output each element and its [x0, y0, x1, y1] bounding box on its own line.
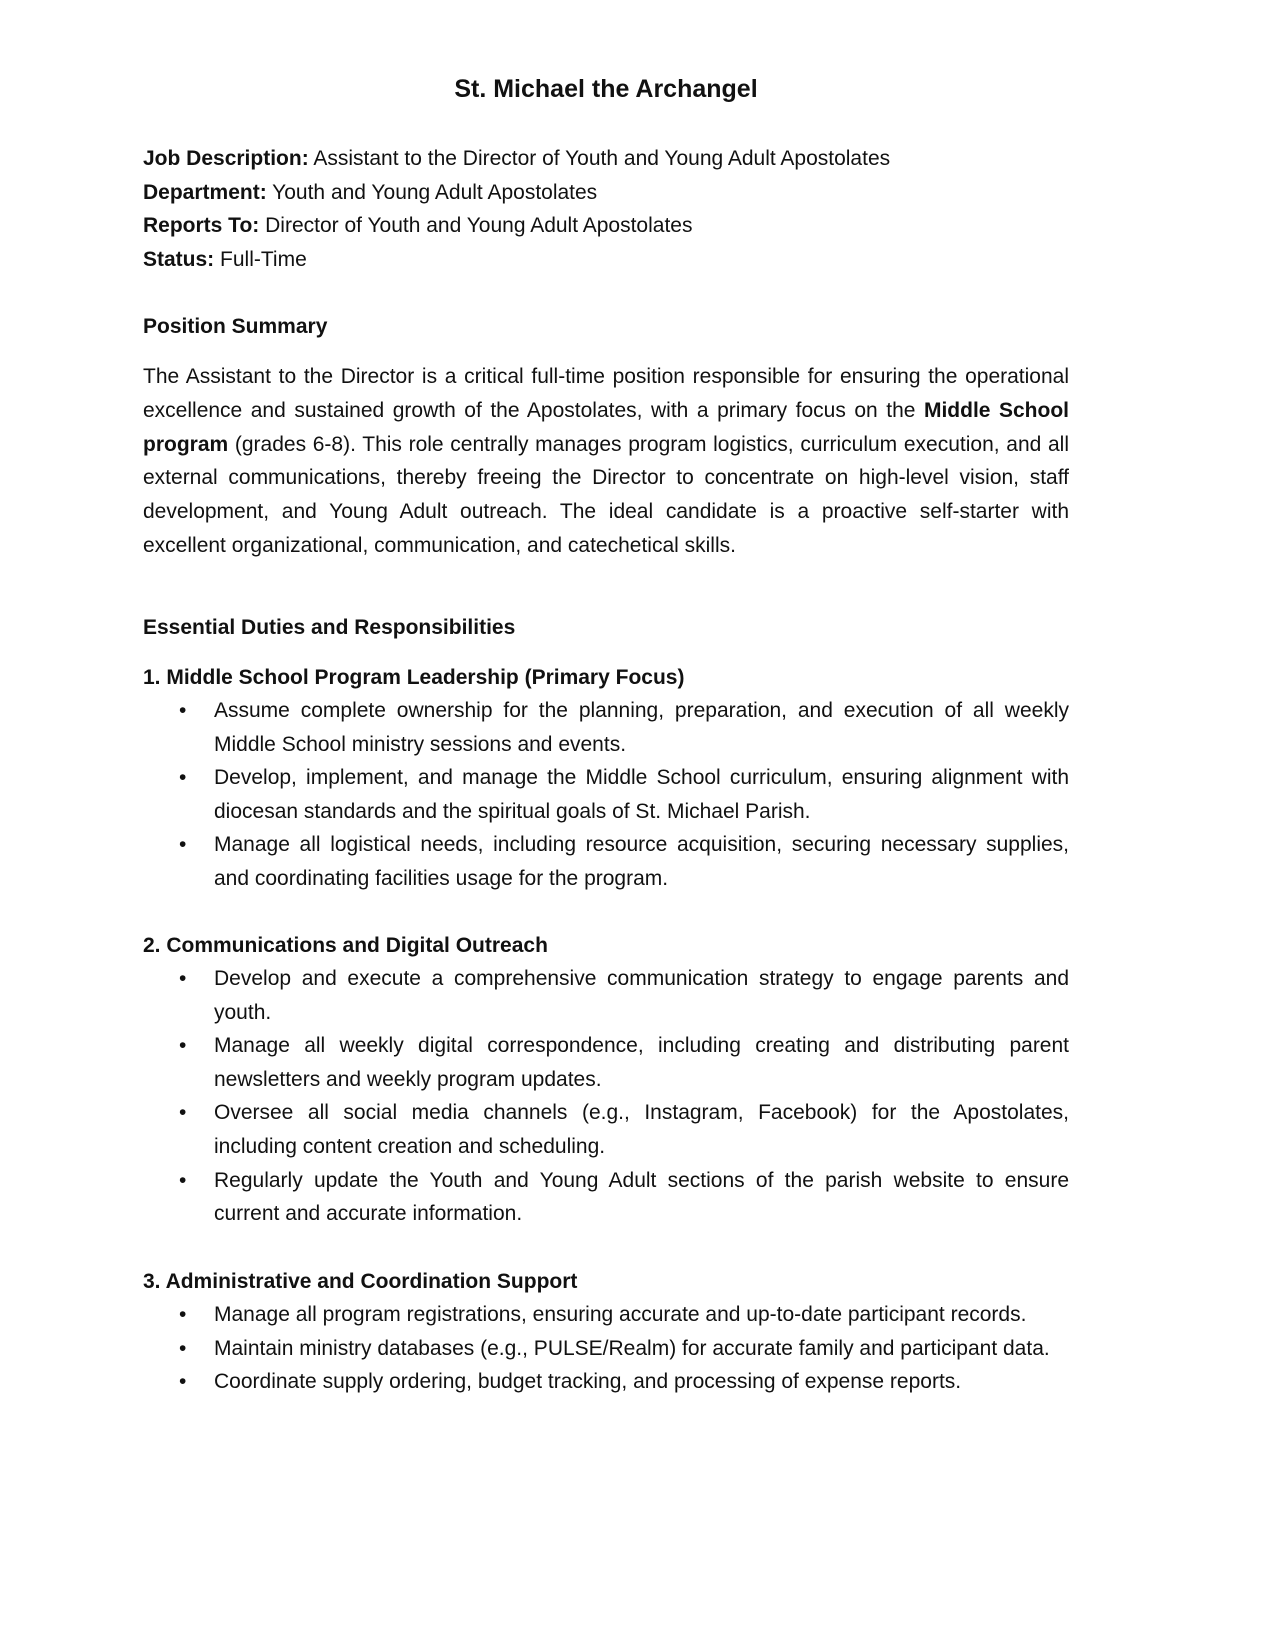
- administrative-duties-list: [143, 1298, 1069, 1399]
- item-text: Manage all program registrations, ensuring accurate and up-to-date participant records.: [214, 1303, 1027, 1326]
- document-title: St. Michael the Archangel: [454, 75, 758, 103]
- meta-value: Assistant to the Director of Youth and Young Adult Apostolates: [313, 147, 891, 170]
- meta-value: Youth and Young Adult Apostolates: [272, 180, 598, 204]
- list-item: [143, 1298, 1069, 1332]
- position-summary-heading: Position Summary: [143, 315, 328, 338]
- item-text: Manage all logistical needs, including resource acquisition, securing necessary supplies, and coordinating facilities usage for the program.: [214, 833, 1069, 890]
- item-text: Assume complete ownership for the planning, preparation, and execution of all weekly Middle School ministry sessions and events.: [214, 699, 1069, 756]
- summary-text-part: (grades 6-8). This role centrally manages program logistics, curriculum execution, and all external communications, thereby freeing the Director to concentrate on high-level vision, staff development, and Young Adult outreach. The ideal candidate is a proactive self-starter with excellent organizational, communication, and catechetical skills.: [143, 432, 1069, 557]
- item-text: Regularly update the Youth and Young Adult sections of the parish website to ensure current and accurate information.: [214, 1168, 1069, 1226]
- section-heading-communications: 2. Communications and Digital Outreach: [143, 934, 548, 957]
- essential-duties-heading: Essential Duties and Responsibilities: [143, 616, 516, 639]
- bullet-icon: •: [179, 699, 187, 722]
- list-item: [143, 761, 1069, 828]
- item-text: Coordinate supply ordering, budget tracking, and processing of expense reports.: [214, 1370, 962, 1394]
- meta-department: [143, 176, 1069, 210]
- bullet-icon: •: [179, 766, 187, 790]
- meta-label: Department:: [143, 180, 267, 204]
- bullet-icon: •: [179, 1370, 187, 1394]
- list-item: [143, 1164, 1069, 1231]
- bullet-icon: •: [179, 1168, 187, 1192]
- bullet-icon: •: [179, 1336, 187, 1360]
- meta-value: Full-Time: [220, 247, 307, 271]
- meta-label: Status:: [143, 247, 215, 271]
- item-text: Manage all weekly digital correspondence, including creating and distributing parent newsletters and weekly program updates.: [214, 1034, 1069, 1091]
- bullet-icon: •: [179, 1034, 187, 1058]
- list-item: [143, 1029, 1069, 1096]
- summary-bold-text: Middle School program: [143, 398, 1069, 456]
- bullet-icon: •: [179, 967, 187, 990]
- meta-value: Director of Youth and Young Adult Apostolates: [265, 214, 693, 237]
- meta-reports-to: [143, 209, 1069, 243]
- item-text: Develop, implement, and manage the Middle School curriculum, ensuring alignment with diocesan standards and the spiritual goals of St. Michael Parish.: [214, 766, 1069, 823]
- list-item: [143, 1365, 1069, 1399]
- summary-text-part: The Assistant to the Director is a critical full-time position responsible for ensuring the operational excellence and sustained growth of the Apostolates, with a primary focus on the: [143, 365, 1069, 422]
- position-summary-text: [143, 360, 1069, 563]
- meta-label: Reports To:: [143, 214, 260, 237]
- list-item: [143, 828, 1069, 895]
- job-meta: [143, 142, 1069, 276]
- list-item: [143, 1096, 1069, 1163]
- item-text: Develop and execute a comprehensive communication strategy to engage parents and youth.: [214, 967, 1069, 1024]
- communications-duties-list: [143, 962, 1069, 1231]
- section-heading-administrative: 3. Administrative and Coordination Support: [143, 1270, 578, 1293]
- bullet-icon: •: [179, 833, 187, 857]
- item-text: Maintain ministry databases (e.g., PULSE/Realm) for accurate family and participant data.: [214, 1336, 1050, 1360]
- list-item: [143, 962, 1069, 1029]
- middle-school-duties-list: [143, 694, 1069, 896]
- meta-job-description: [143, 142, 1069, 176]
- meta-label: Job Description:: [143, 147, 309, 170]
- list-item: [143, 1332, 1069, 1366]
- list-item: [143, 694, 1069, 761]
- item-text: Oversee all social media channels (e.g., Instagram, Facebook) for the Apostolates, including content creation and scheduling.: [214, 1101, 1069, 1158]
- meta-status: [143, 243, 1069, 277]
- bullet-icon: •: [179, 1303, 187, 1326]
- bullet-icon: •: [179, 1101, 187, 1125]
- section-heading-middle-school: 1. Middle School Program Leadership (Primary Focus): [143, 666, 685, 689]
